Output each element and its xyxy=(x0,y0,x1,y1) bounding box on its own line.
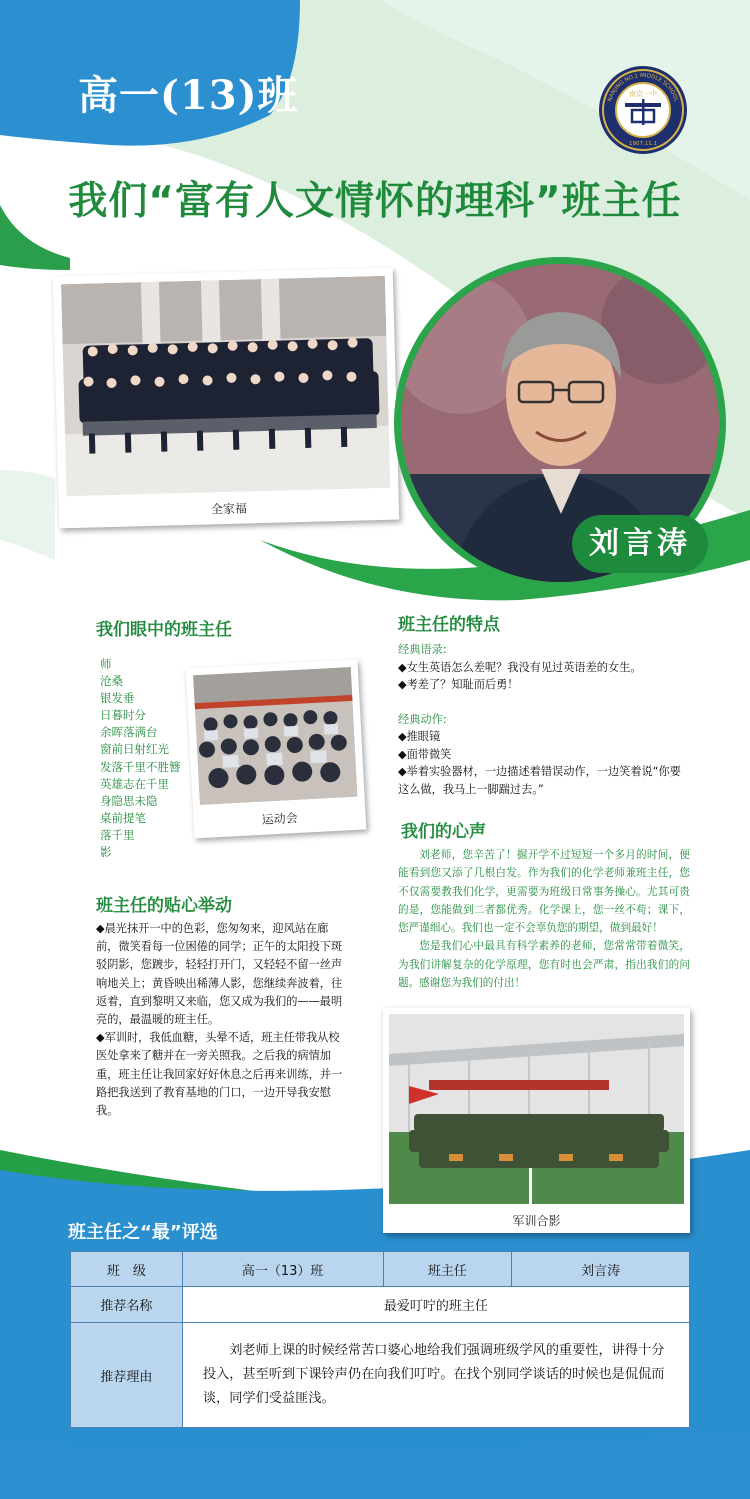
sports-photo xyxy=(193,667,358,805)
poem-line: 影 xyxy=(100,845,112,860)
bg-left-pale xyxy=(0,470,55,560)
heading-our-eyes: 我们眼中的班主任 xyxy=(96,620,232,640)
heading-our-voice: 我们的心声 xyxy=(401,822,486,842)
voice-paragraph: 刘老师，您辛苦了！掘开学不过短短一个多月的时间，便能看到您又添了几根白发。作为我们的化学老师兼班主任，您不仅需要教我们化学，更需要为班级日常事务操心。尤其可贵的是，您能做到二者都优秀。化学课上，您一丝不苟；课下，您严谨细心。我们也一定不会辜负您的期望，做到最好！ xyxy=(398,849,690,935)
actions-label: 经典动作: xyxy=(398,712,447,726)
poem xyxy=(100,656,181,861)
selection-title: 班主任之“最”评选 xyxy=(68,1222,218,1243)
poem-line: 日暮时分 xyxy=(100,708,146,723)
action-item: ◆举着实验器材，一边描述着错误动作，一边笑着说“你要这么做，我马上一脚踹过去。” xyxy=(398,765,681,796)
poem-line: 窗前日射红光 xyxy=(100,742,169,757)
action-item: ◆推眼镜 xyxy=(398,730,441,743)
table-cell: 刘言涛 xyxy=(512,1252,690,1287)
military-photo-caption: 军训合影 xyxy=(512,1214,561,1228)
class-title: 高一(13)班 xyxy=(78,72,299,119)
sports-photo-caption: 运动会 xyxy=(261,810,299,827)
caring-paragraph: ◆晨光抹开一中的色彩，您匆匆来，迎风站在廊前，微笑看每一位困倦的同学；正午的太阳投下斑驳阴影，您踱步，轻轻打开门，又轻轻不留一丝声响地关上；黄昏映出稀薄人影，您继续奔波着，往返着，直到黎明又来临，您又成为我们的——最明亮的，最温暖的班主任。 xyxy=(96,922,343,1027)
table-cell: 班 级 xyxy=(71,1252,183,1287)
sports-photo-card xyxy=(186,660,367,839)
heading-traits: 班主任的特点 xyxy=(398,615,500,635)
logo-year-text: 1907.11.1 xyxy=(629,141,657,147)
logo-center-text: 南京一中 xyxy=(629,90,657,98)
caring-acts-text xyxy=(96,920,346,1120)
poem-line: 英雄志在千里 xyxy=(100,776,169,791)
family-photo xyxy=(61,276,390,496)
logo-ring-text: NANJING NO.1 MIDDLE SCHOOL xyxy=(607,72,679,103)
military-photo-card xyxy=(383,1008,690,1233)
teacher-name-badge: 刘言涛 xyxy=(572,515,708,573)
voice-text xyxy=(398,846,690,992)
traits-text xyxy=(398,641,688,798)
poem-line: 桌前提笔 xyxy=(100,810,146,825)
poem-line: 发落千里不胜簪 xyxy=(100,759,181,774)
table-row xyxy=(71,1287,690,1323)
caring-paragraph: ◆军训时，我低血糖，头晕不适，班主任带我从校医处拿来了糖并在一旁关照我。之后我的病情加重，班主任让我回家好好休息之后再来训练，并一路把我送到了教育基地的门口，一边开导我安慰我。 xyxy=(96,1031,343,1118)
table-row xyxy=(71,1252,690,1287)
family-photo-card xyxy=(53,268,399,529)
table-row xyxy=(71,1323,690,1428)
table-cell: 刘老师上课的时候经常苦口婆心地给我们强调班级学风的重要性，讲得十分投入，甚至听到下课铃声仍在向我们叮咛。在找个别同学谈话的时候也是侃侃而谈，同学们受益匪浅。 xyxy=(182,1323,689,1428)
poem-line: 沧桑 xyxy=(100,674,123,689)
poem-line: 身隐思未隐 xyxy=(100,793,158,808)
poem-line: 师 xyxy=(100,657,112,671)
quote-item: ◆女生英语怎么差呢？我没有见过英语差的女生。 xyxy=(398,660,642,674)
voice-paragraph: 您是我们心中最具有科学素养的老师，您常常带着微笑，为我们讲解复杂的化学原理，您有时也会严肃，指出我们的问题。感谢您为我们的付出！ xyxy=(398,940,690,990)
selection-table xyxy=(70,1251,690,1428)
headline: 我们“富有人文情怀的理科”班主任 xyxy=(68,179,682,224)
poem-line: 银发垂 xyxy=(100,691,135,706)
action-item: ◆面带微笑 xyxy=(398,747,452,761)
quote-item: ◆考差了？知耻而后勇！ xyxy=(398,678,519,691)
table-cell: 班主任 xyxy=(383,1252,512,1287)
military-photo xyxy=(389,1014,684,1204)
heading-caring-acts: 班主任的贴心举动 xyxy=(96,896,232,916)
table-cell: 推荐理由 xyxy=(71,1323,183,1428)
family-photo-caption: 全家福 xyxy=(210,501,248,517)
table-cell: 推荐名称 xyxy=(71,1287,183,1323)
table-cell: 最爱叮咛的班主任 xyxy=(182,1287,689,1323)
table-cell: 高一（13）班 xyxy=(182,1252,383,1287)
school-logo-icon xyxy=(598,65,688,155)
quotes-label: 经典语录: xyxy=(398,643,447,656)
poem-line: 余晖落满台 xyxy=(100,725,158,740)
poem-line: 落千里 xyxy=(100,827,135,842)
